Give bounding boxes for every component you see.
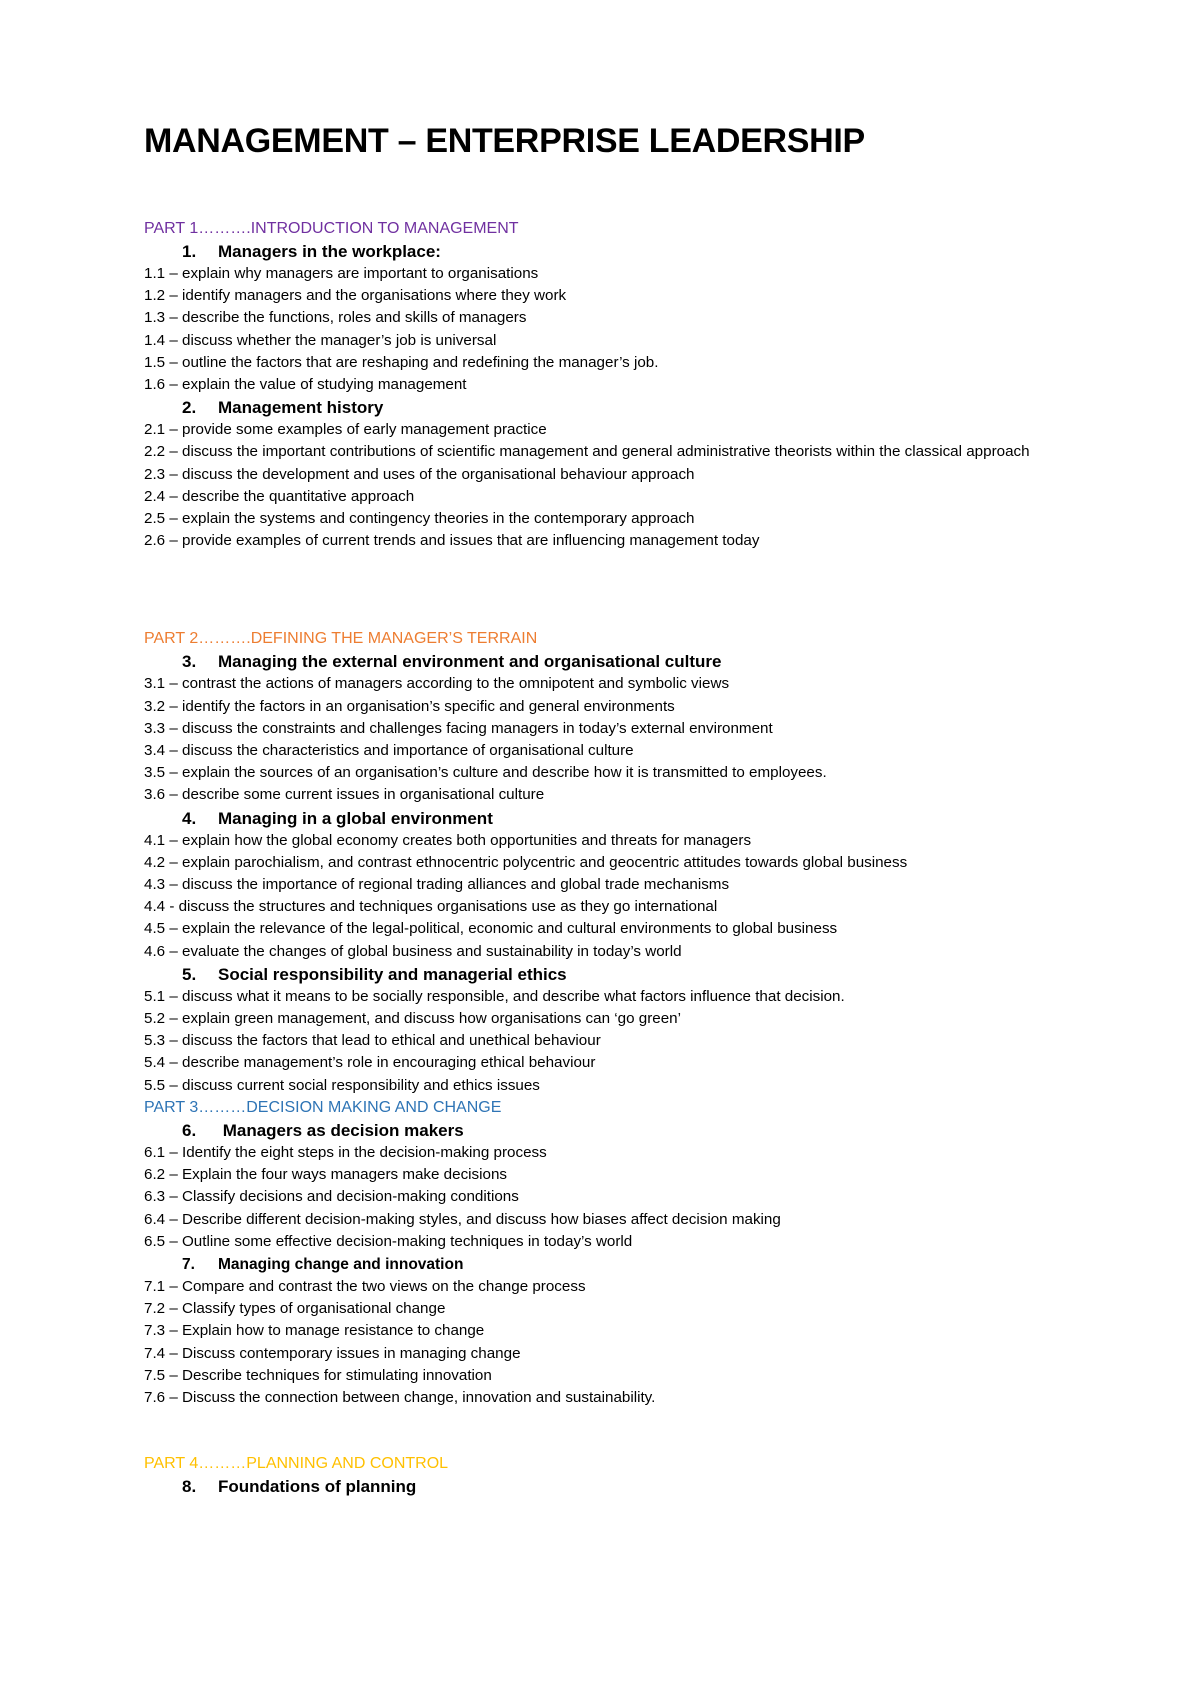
- objective-item: 6.5 – Outline some effective decision-making techniques in today’s world: [144, 1232, 633, 1250]
- section-number: 8.: [182, 1477, 197, 1497]
- section-number: 6.: [182, 1120, 197, 1140]
- objective-item: 2.4 – describe the quantitative approach: [144, 487, 415, 505]
- document-title: MANAGEMENT – ENTERPRISE LEADERSHIP: [144, 122, 865, 160]
- objective-item: 2.2 – discuss the important contributions of scientific management and general administrative theorists within the classical approach: [144, 443, 1030, 461]
- objective-item: 3.6 – describe some current issues in organisational culture: [144, 786, 545, 804]
- section-title: Social responsibility and managerial ethics: [218, 964, 567, 984]
- objective-item: 6.1 – Identify the eight steps in the decision-making process: [144, 1143, 547, 1161]
- objective-item: 3.4 – discuss the characteristics and importance of organisational culture: [144, 742, 634, 760]
- objective-item: 6.4 – Describe different decision-making styles, and discuss how biases affect decision making: [144, 1210, 781, 1228]
- objective-item: 4.5 – explain the relevance of the legal-political, economic and cultural environments to global business: [144, 920, 838, 938]
- objective-item: 5.4 – describe management’s role in encouraging ethical behaviour: [144, 1054, 596, 1072]
- section-number: 1.: [182, 242, 197, 261]
- part-heading: PART 1……….INTRODUCTION TO MANAGEMENT: [144, 220, 519, 237]
- parts-container: [144, 218, 1074, 1498]
- section-number: 3.: [182, 652, 197, 672]
- section-title: Managing change and innovation: [218, 1255, 464, 1273]
- section-number: 4.: [182, 808, 197, 828]
- objective-item: 1.6 – explain the value of studying management: [144, 376, 467, 394]
- part-heading: PART 3………DECISION MAKING AND CHANGE: [144, 1098, 502, 1116]
- objective-item: 4.2 – explain parochialism, and contrast ethnocentric polycentric and geocentric attitudes towards global business: [144, 853, 908, 871]
- objective-item: 3.5 – explain the sources of an organisation’s culture and describe how it is transmitted to employees.: [144, 764, 827, 782]
- objective-item: 6.2 – Explain the four ways managers make decisions: [144, 1166, 508, 1184]
- objective-item: 3.2 – identify the factors in an organisation’s specific and general environments: [144, 697, 675, 715]
- objective-item: 5.3 – discuss the factors that lead to ethical and unethical behaviour: [144, 1032, 601, 1050]
- section-heading: [144, 963, 1074, 986]
- section-title: Managing in a global environment: [218, 808, 493, 828]
- section-heading: [144, 1253, 1074, 1276]
- section-title: Managing the external environment and organisational culture: [218, 652, 722, 672]
- section-heading: [144, 1475, 1074, 1498]
- objective-item: 1.5 – outline the factors that are reshaping and redefining the manager’s job.: [144, 353, 659, 371]
- document-body: [144, 120, 1074, 1498]
- objective-item: 2.3 – discuss the development and uses of the organisational behaviour approach: [144, 465, 695, 483]
- section-heading: [144, 240, 1074, 263]
- objective-item: 4.4 - discuss the structures and techniques organisations use as they go international: [144, 898, 718, 916]
- objective-item: 4.3 – discuss the importance of regional trading alliances and global trade mechanisms: [144, 876, 730, 894]
- section-title: Managers in the workplace:: [218, 242, 441, 261]
- objective-item: 7.4 – Discuss contemporary issues in managing change: [144, 1344, 521, 1362]
- part-heading: PART 4………PLANNING AND CONTROL: [144, 1455, 449, 1473]
- section-heading: [144, 807, 1074, 830]
- objective-item: 7.6 – Discuss the connection between change, innovation and sustainability.: [144, 1388, 656, 1406]
- section-heading: [144, 396, 1074, 419]
- section-title: Foundations of planning: [218, 1477, 417, 1497]
- section-number: 7.: [182, 1255, 195, 1273]
- objective-item: 3.1 – contrast the actions of managers according to the omnipotent and symbolic views: [144, 675, 730, 693]
- section-number: 2.: [182, 398, 197, 418]
- objective-item: 5.1 – discuss what it means to be socially responsible, and describe what factors influence that decision.: [144, 987, 845, 1005]
- objective-item: 4.6 – evaluate the changes of global business and sustainability in today’s world: [144, 942, 682, 960]
- section-title: Managers as decision makers: [218, 1120, 464, 1140]
- section-heading: [144, 650, 1074, 673]
- objective-item: 6.3 – Classify decisions and decision-making conditions: [144, 1188, 519, 1206]
- section-number: 5.: [182, 964, 197, 984]
- objective-item: 5.2 – explain green management, and discuss how organisations can ‘go green’: [144, 1010, 681, 1028]
- section-title: Management history: [218, 398, 384, 418]
- objective-item: 2.1 – provide some examples of early management practice: [144, 421, 547, 439]
- objective-item: 2.5 – explain the systems and contingency theories in the contemporary approach: [144, 510, 695, 528]
- objective-item: 3.3 – discuss the constraints and challenges facing managers in today’s external environment: [144, 719, 773, 737]
- objective-item: 7.1 – Compare and contrast the two views on the change process: [144, 1277, 586, 1295]
- objective-item: 5.5 – discuss current social responsibility and ethics issues: [144, 1076, 540, 1094]
- section-heading: [144, 1119, 1074, 1142]
- objective-item: 2.6 – provide examples of current trends and issues that are influencing management today: [144, 532, 760, 550]
- objective-item: 1.1 – explain why managers are important to organisations: [144, 265, 539, 282]
- objective-item: 1.2 – identify managers and the organisations where they work: [144, 287, 567, 305]
- objective-item: 7.5 – Describe techniques for stimulating innovation: [144, 1366, 492, 1384]
- objective-item: 1.3 – describe the functions, roles and skills of managers: [144, 309, 527, 327]
- objective-item: 4.1 – explain how the global economy creates both opportunities and threats for managers: [144, 831, 752, 849]
- part-heading: PART 2……….DEFINING THE MANAGER’S TERRAIN: [144, 630, 538, 648]
- objective-item: 1.4 – discuss whether the manager’s job is universal: [144, 331, 497, 349]
- objective-item: 7.2 – Classify types of organisational change: [144, 1300, 446, 1318]
- objective-item: 7.3 – Explain how to manage resistance to change: [144, 1322, 485, 1340]
